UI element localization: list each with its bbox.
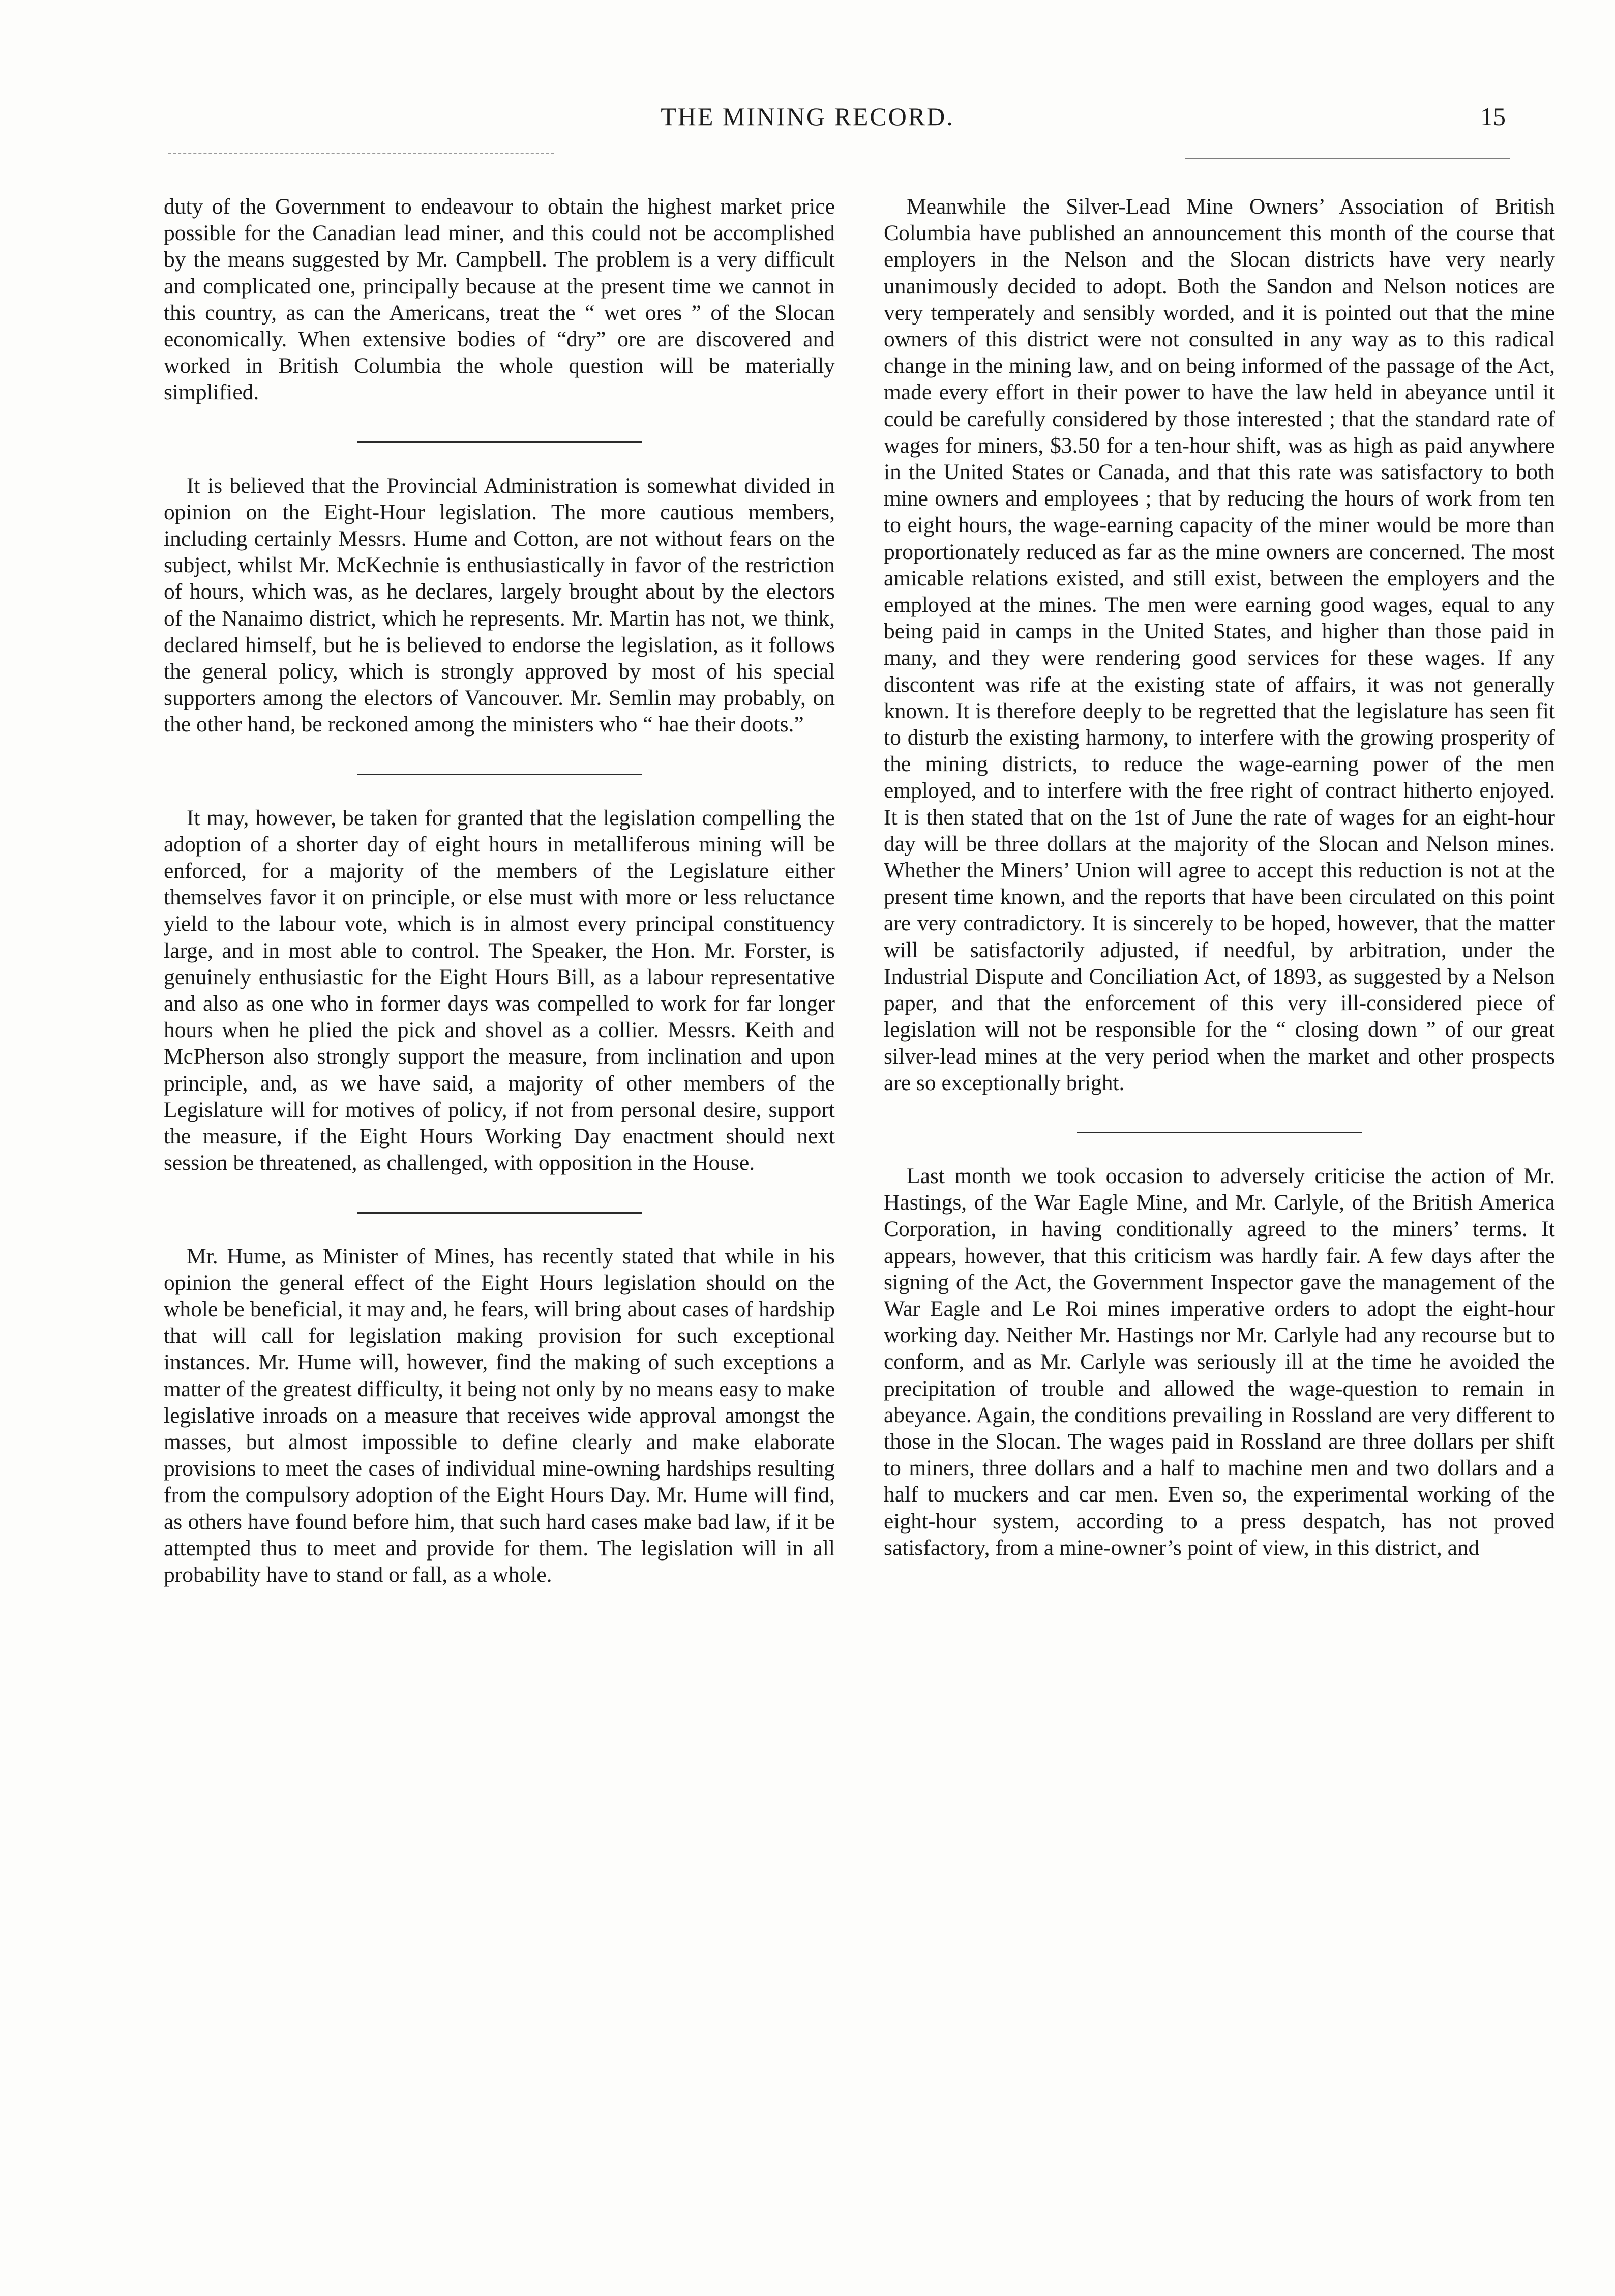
left-paragraph-2: It is believed that the Provincial Administration is somewhat divided in opinion on the Eight-Hour legislation. The more cautious members, including certainly Messrs. Hume and Cotton, are not without fears on the subject, whilst Mr. McKechnie is enthusiastically in favor of the restriction of hours, which was, as he declares, largely brought about by the electors of the Nanaimo district, which he represents. Mr. Martin has not, we think, declared himself, but he is believed to endorse the legislation, as it follows the general policy, which is strongly approved by most of his special supporters among the electors of Vancouver. Mr. Semlin may probably, on the other hand, be reckoned among the ministers who “ hae their doots.”	[164, 473, 835, 737]
section-divider	[357, 441, 642, 443]
left-column	[164, 193, 835, 1588]
page-title: THE MINING RECORD.	[661, 102, 954, 131]
left-paragraph-4: Mr. Hume, as Minister of Mines, has recently stated that while in his opinion the general effect of the Eight Hours legislation should on the whole be beneficial, it may and, he fears, will bring about cases of hardship that will call for legislation making provision for such exceptional instances. Mr. Hume will, however, find the making of such exceptions a matter of the greatest difficulty, it being not only by no means easy to make legislative inroads on a measure that receives wide approval amongst the masses, but almost impossible to define clearly and make elaborate provisions to meet the cases of individual mine-owning hardships resulting from the compulsory adoption of the Eight Hours Day. Mr. Hume will find, as others have found before him, that such hard cases make bad law, if it be attempted thus to meet and provide for them. The legislation will in all probability have to stand or fall, as a whole.	[164, 1244, 835, 1587]
running-head	[0, 102, 1615, 142]
left-paragraph-1: duty of the Government to endeavour to obtain the highest market price possible for the Canadian lead miner, and this could not be accomplished by the means suggested by Mr. Campbell. The problem is a very difficult and complicated one, principally because at the present time we cannot in this country, as can the Americans, treat the “ wet ores ” of the Slocan economically. When extensive bodies of “dry” ore are discovered and worked in British Columbia the whole question will be materially simplified.	[164, 194, 835, 405]
section-divider	[357, 1212, 642, 1214]
right-paragraph-2: Last month we took occasion to adversely criticise the action of Mr. Hastings, of the War Eagle Mine, and Mr. Carlyle, of the British America Corporation, in having conditionally agreed to the miners’ terms. It appears, however, that this criticism was hardly fair. A few days after the signing of the Act, the Government Inspector gave the management of the War Eagle and Le Roi mines imperative orders to adopt the eight-hour working day. Neither Mr. Hastings nor Mr. Carlyle had any recourse but to conform, and as Mr. Carlyle was seriously ill at the time he avoided the precipitation of trouble and allowed the wage-question to remain in abeyance. Again, the conditions prevailing in Rossland are very different to those in the Slocan. The wages paid in Rossland are three dollars per shift to miners, three dollars and a half to machine men and two dollars and a half to muckers and car men. Even so, the experimental working of the eight-hour system, according to a press despatch, has not proved satisfactory, from a mine-owner’s point of view, in this district, and	[884, 1163, 1555, 1560]
right-paragraph-1: Meanwhile the Silver-Lead Mine Owners’ Association of British Columbia have published an announcement this month of the course that employers in the Nelson and the Slocan districts have very nearly unanimously decided to adopt. Both the Sandon and Nelson notices are very temperately and sensibly worded, and it is pointed out that the mine owners of this district were not consulted in any way as to this radical change in the mining law, and on being informed of the passage of the Act, made every effort in their power to have the law held in abeyance until it could be carefully considered by those interested ; that the standard rate of wages for miners, $3.50 for a ten-hour shift, was as high as paid anywhere in the United States or Canada, and that this rate was satisfactory to both mine owners and employees ; that by reducing the hours of work from ten to eight hours, the wage-earning capacity of the miner would be more than proportionately reduced as far as the mine owners are concerned. The most amicable relations existed, and still exist, between the employers and the employed at the mines. The men were earning good wages, equal to any being paid in camps in the United States, and higher than those paid in many, and they were rendering good services for these wages. If any discontent was rife at the existing state of affairs, it was not generally known. It is therefore deeply to be regretted that the legislature has seen fit to disturb the existing harmony, to interfere with the growing prosperity of the mining districts, to reduce the wage-earning power of the men employed, and to interfere with the free right of contract hitherto enjoyed. It is then stated that on the 1st of June the rate of wages for an eight-hour day will be three dollars at the majority of the Slocan and Nelson mines. Whether the Miners’ Union will agree to accept this reduction is not at the present time known, and the reports that have been circulated on this point are very contradictory. It is sincerely to be hoped, however, that the matter will be satisfactorily adjusted, if needful, by arbitration, under the Industrial Dispute and Conciliation Act, of 1893, as suggested by a Nelson paper, and that the enforcement of this very ill-considered piece of legislation will not be responsible for the “ closing down ” of our great silver-lead mines at the very period when the market and other prospects are so exceptionally bright.	[884, 194, 1555, 1095]
right-column	[884, 193, 1555, 1561]
header-rule-left	[168, 153, 554, 154]
section-divider	[357, 774, 642, 775]
header-rule-right	[1185, 158, 1510, 159]
left-paragraph-3: It may, however, be taken for granted that the legislation compelling the adoption of a shorter day of eight hours in metalliferous mining will be enforced, for a majority of the members of the Legislature either themselves favor it on principle, or else must with more or less reluctance yield to the labour vote, which is in almost every principal constituency large, and in most able to control. The Speaker, the Hon. Mr. Forster, is genuinely enthusiastic for the Eight Hours Bill, as a labour representative and also as one who in former days was compelled to work for far longer hours when he plied the pick and shovel as a collier. Messrs. Keith and McPherson also strongly support the measure, from inclination and upon principle, and, as we have said, a majority of other members of the Legislature will for motives of policy, if not from personal desire, support the measure, if the Eight Hours Working Day enactment should next session be threatened, as challenged, with opposition in the House.	[164, 805, 835, 1175]
page-number: 15	[1480, 102, 1506, 131]
section-divider	[1077, 1132, 1362, 1133]
